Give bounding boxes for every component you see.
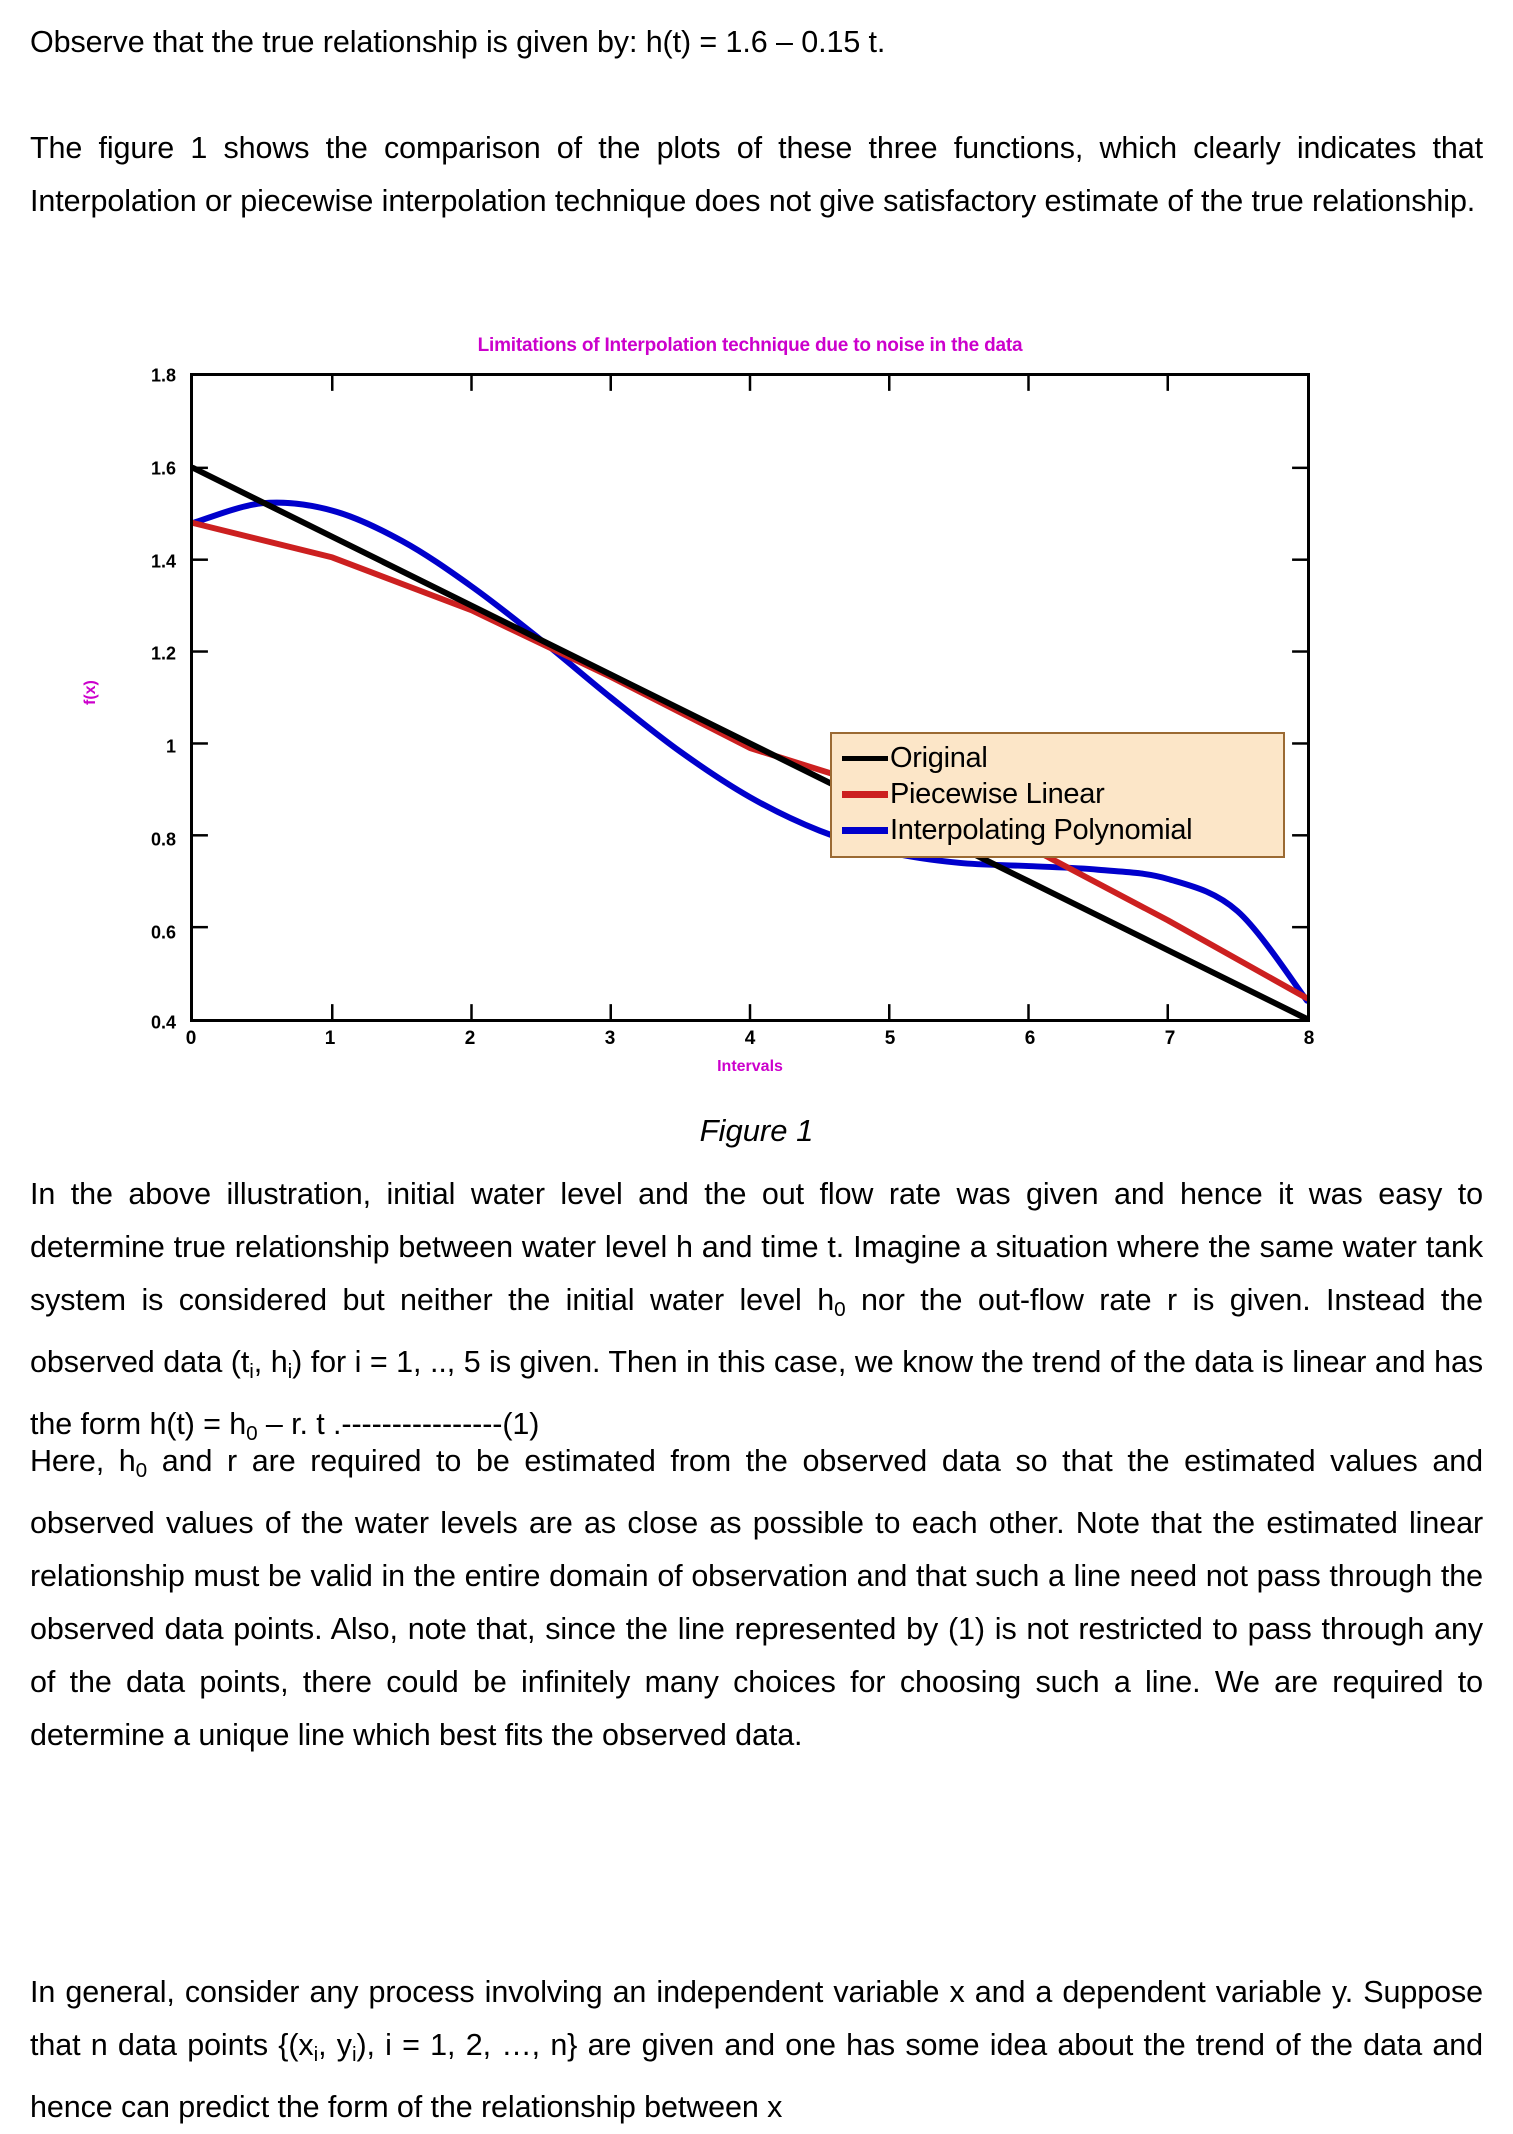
subscript-h0-c: 0: [135, 1458, 148, 1482]
figure-1: [0, 320, 1513, 1080]
y-tick-label-1-2: 1.2: [150, 643, 176, 664]
x-axis-ticks: [332, 376, 1168, 1019]
chart-x-axis-label: Intervals: [717, 1058, 783, 1075]
subscript-xi: i: [313, 2042, 319, 2066]
x-tick-label-6: 6: [1024, 1028, 1036, 1049]
subscript-hi: i: [287, 1359, 293, 1383]
text-run: ), i = 1, 2, …, n} are given and one has some idea about the trend of the data and hence can predict the form of the relationship between x: [30, 2028, 1484, 2124]
y-axis-ticks: [193, 468, 1307, 927]
legend-line-icon-original: [842, 756, 888, 761]
chart-curves: [193, 376, 1307, 1019]
paragraph-after-figure-1: [30, 1168, 1483, 1459]
text-run: In the above illustration, initial water level and the out flow rate was given and hence it was easy to determine true relationship between water level h and time t. Imagine a situation where the same water tank system is considered but neither the initial water level h: [30, 1177, 1483, 1317]
subscript-yi: i: [351, 2042, 357, 2066]
chart-legend: [830, 732, 1285, 858]
paragraph-after-figure-2: [30, 1435, 1483, 1762]
paragraph-true-relationship: Observe that the true relationship is given by: h(t) = 1.6 – 0.15 t.: [30, 25, 886, 59]
figure-caption: Figure 1: [699, 1113, 814, 1148]
legend-item-original: [842, 740, 1273, 776]
y-tick-label-1-6: 1.6: [150, 458, 176, 479]
subscript-ti: i: [249, 1359, 254, 1383]
y-tick-label-1-4: 1.4: [150, 551, 176, 572]
chart-plot-area: [190, 373, 1310, 1022]
legend-label-piecewise-linear: Piecewise Linear: [890, 777, 1105, 810]
text-run: , h: [253, 1344, 288, 1379]
text-run: In general, consider any process involving an independent variable x and a dependent variable y. Suppose that n data points {(x: [30, 1975, 1483, 2062]
x-tick-label-8: 8: [1303, 1028, 1315, 1049]
x-tick-label-5: 5: [884, 1028, 896, 1049]
subscript-h0: 0: [834, 1297, 846, 1321]
subscript-h0-b: 0: [246, 1421, 258, 1445]
legend-item-piecewise-linear: [842, 776, 1273, 812]
x-tick-label-7: 7: [1164, 1028, 1176, 1049]
chart-title: Limitations of Interpolation technique due to noise in the data: [477, 335, 1023, 356]
legend-label-original: Original: [890, 741, 988, 774]
chart-y-axis-label: f(x): [82, 680, 99, 705]
text-run: nor the out-flow rate r is given. Instead the observed data (t: [30, 1283, 1483, 1379]
x-tick-label-3: 3: [604, 1028, 616, 1049]
legend-line-icon-interpolating-polynomial: [842, 827, 888, 834]
x-tick-label-4: 4: [744, 1028, 756, 1049]
text-run: and r are required to be estimated from the observed data so that the estimated values and observed values of the water levels are as close as possible to each other. Note that the estimated linear relationship must be valid in the entire domain of observation and that such a line need not pass through the observed data points. Also, note that, since the line represented by (1) is not restricted to pass through any of the data points, there could be infinitely many choices for choosing such a line. We are required to determine a unique line which best fits the observed data.: [30, 1444, 1483, 1752]
y-tick-label-0-6: 0.6: [150, 922, 176, 943]
y-tick-label-1-8: 1.8: [150, 365, 176, 386]
legend-line-icon-piecewise-linear: [842, 791, 888, 798]
paragraph-after-figure-3: [30, 1966, 1483, 2134]
x-tick-label-0: 0: [185, 1028, 197, 1049]
y-tick-label-0-4: 0.4: [150, 1012, 176, 1033]
legend-item-interpolating-polynomial: [842, 812, 1273, 848]
text-run: ) for i = 1, .., 5 is given. Then in this case, we know the trend of the data is linear and has the form h(t) = h: [30, 1344, 1483, 1441]
x-tick-label-2: 2: [464, 1028, 476, 1049]
text-run: Here, h: [30, 1444, 136, 1478]
legend-label-interpolating-polynomial: Interpolating Polynomial: [890, 813, 1193, 846]
paragraph-figure-intro: The figure 1 shows the comparison of the plots of these three functions, which clearly indicates that Interpolation or piecewise interpolation technique does not give satisfactory estimate of the true relationship.: [30, 131, 1483, 218]
y-tick-label-0-8: 0.8: [150, 829, 176, 850]
x-tick-label-1: 1: [324, 1028, 336, 1049]
text-run: , y: [318, 2028, 352, 2062]
y-tick-label-1: 1: [165, 736, 176, 757]
text-run: – r. t .----------------(1): [257, 1406, 540, 1441]
